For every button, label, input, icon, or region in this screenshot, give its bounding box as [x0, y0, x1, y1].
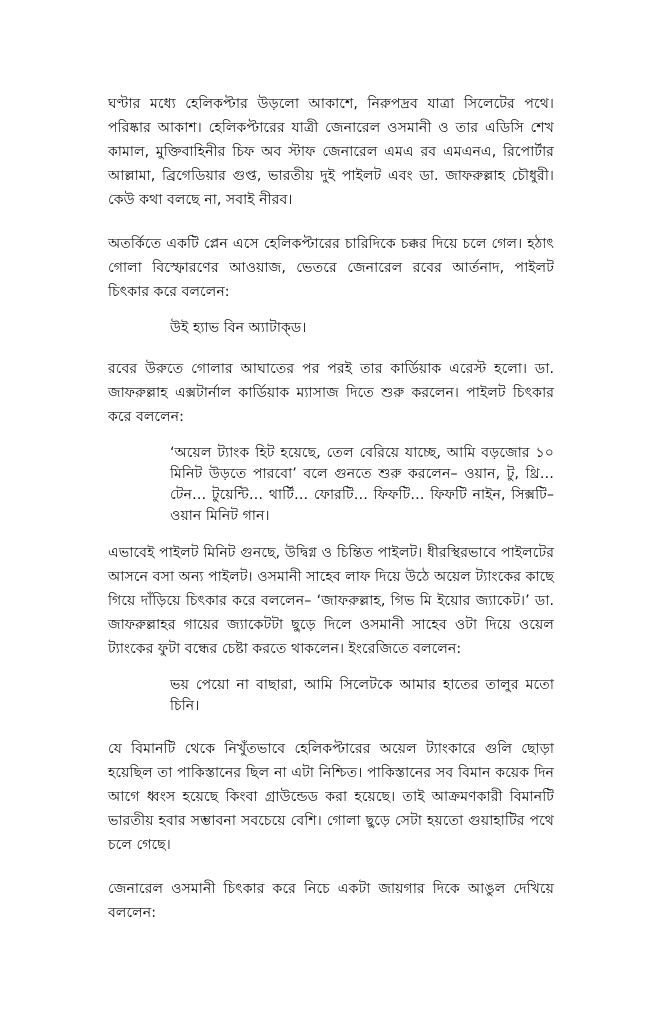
paragraph-cardiac-arrest: রবের উরুতে গোলার আঘাতের পর পরই তার কার্ডিয়াক এরেস্ট হলো। ডা. জাফরুল্লাহ এক্সটার্নাল কার্ডিয়াক ম্যাসাজ দিতে শুরু করলেন। পাইলট চিৎকার করে বললেন:: [108, 361, 554, 425]
quote-we-have-been-attacked: উই হ্যাভ বিন অ্যাটাক্ড।: [170, 320, 307, 336]
paragraph-osmani-points: জেনারেল ওসমানী চিৎকার করে নিচে একটা জায়গার দিকে আঙুল দেখিয়ে বললেন:: [108, 881, 554, 921]
quote-pilot-countdown: ‘অয়েল ট্যাংক হিট হয়েছে, তেল বেরিয়ে যাচ্ছে, আমি বড়জোর ১০ মিনিট উড়তে পারবো’ বলে গুনতে শুরু করলেন– ওয়ান, টু, থ্রি… টেন… টুয়েন্টি… থার্টি… ফোরটি… ফিফটি… ফিফটি নাইন, সিক্সটি– ওয়ান মিনিট গান।: [170, 445, 554, 524]
paragraph-plane-attack: অতর্কিতে একটি প্লেন এসে হেলিকপ্টারের চারিদিকে চক্কর দিয়ে চলে গেল। হঠাৎ গোলা বিস্ফোরণের আওয়াজ, ভেতরে জেনারেল রবের আর্তনাদ, পাইলট চিৎকার করে বললেন:: [108, 236, 554, 300]
paragraph-osmani-jacket: এভাবেই পাইলট মিনিট গুনছে, উদ্বিগ্ন ও চিন্তিত পাইলট। ধীরস্থিরভাবে পাইলটের আসনে বসা অন্য পাইলট। ওসমানী সাহেব লাফ দিয়ে উঠে অয়েল ট্যাংকের কাছে গিয়ে দাঁড়িয়ে চিৎকার করে বললেন– ‘জাফরুল্লাহ, গিভ মি ইয়োর জ্যাকেট।’ ডা. জাফরুল্লাহর গায়ের জ্যাকেটটা ছুড়ে দিলে ওসমানী সাহেব ওটা দিয়ে ওয়েল ট্যাংকের ফুটা বন্ধের চেষ্টা করতে থাকলেন। ইংরেজিতে বললেন:: [108, 545, 554, 657]
book-page: [108, 92, 554, 945]
quote-osmani-reassurance: ভয় পেয়ো না বাছারা, আমি সিলেটকে আমার হাতের তালুর মতো চিনি।: [170, 677, 554, 714]
paragraph-helicopter-departure: ঘণ্টার মধ্যে হেলিকপ্টার উড়লো আকাশে, নিরুপদ্রব যাত্রা সিলেটের পথে। পরিষ্কার আকাশ। হেলিকপ্টারের যাত্রী জেনারেল ওসমানী ও তার এডিসি শেখ কামাল, মুক্তিবাহিনীর চিফ অব স্টাফ জেনারেল এমএ রব এমএনএ, রিপোর্টার আল্লামা, ব্রিগেডিয়ার গুপ্ত, ভারতীয় দুই পাইলট এবং ডা. জাফরুল্লাহ চৌধুরী। কেউ কথা বলছে না, সবাই নীরব।: [108, 96, 554, 208]
paragraph-attacking-plane: যে বিমানটি থেকে নিখুঁতভাবে হেলিকপ্টারের অয়েল ট্যাংকারে গুলি ছোড়া হয়েছিল তা পাকিস্তানের ছিল না এটা নিশ্চিত। পাকিস্তানের সব বিমান কয়েক দিন আগে ধ্বংস হয়েছে কিংবা গ্রাউন্ডেড করা হয়েছে। তাই আক্রমণকারী বিমানটি ভারতীয় হবার সম্ভাবনা সবচেয়ে বেশি। গোলা ছুড়ে সেটা হয়তো গুয়াহাটির পথে চলে গেছে।: [108, 741, 554, 853]
